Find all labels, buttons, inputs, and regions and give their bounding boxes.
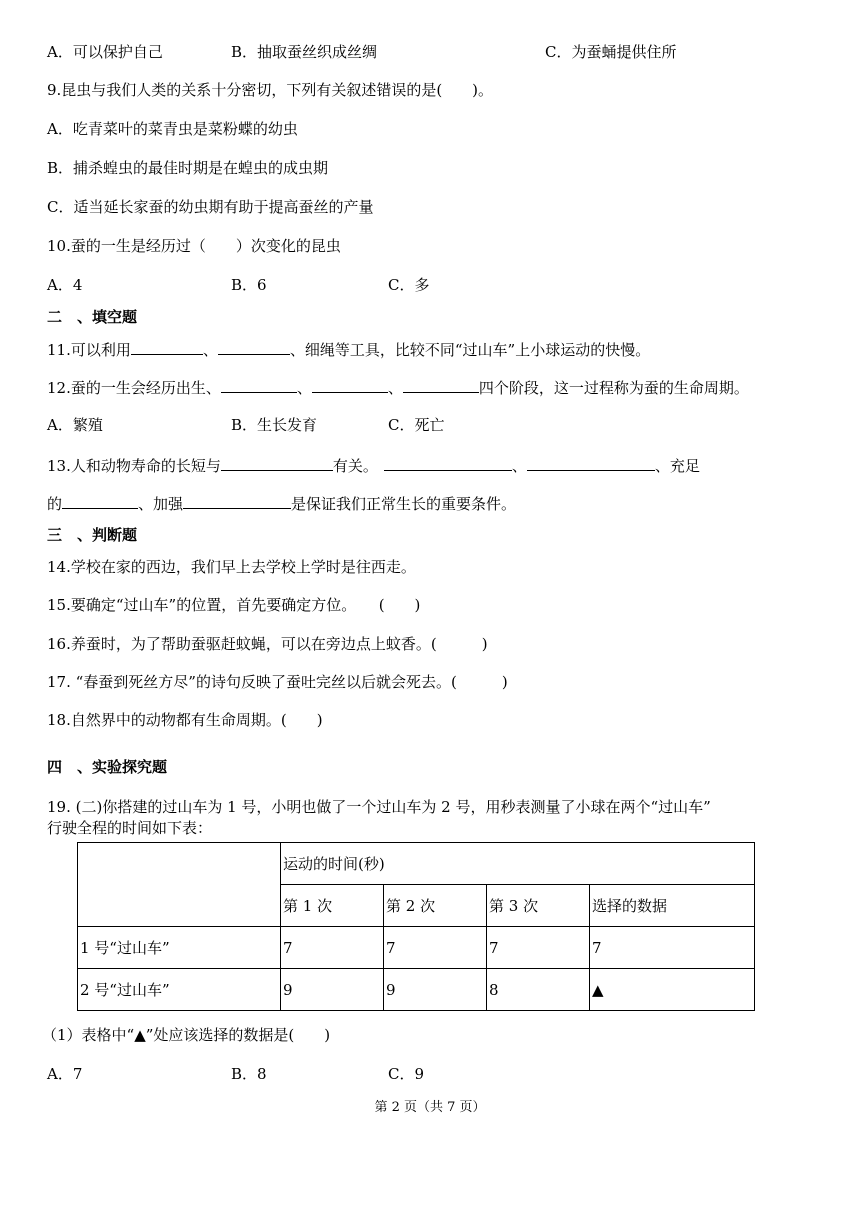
table-cell: 9 bbox=[384, 969, 487, 1011]
q13-text-2: 有关。 bbox=[332, 457, 378, 475]
q19-line-2: 行驶全程的时间如下表： bbox=[47, 819, 213, 837]
table-cell: 8 bbox=[487, 969, 590, 1011]
q13-text-7: 是保证我们正常生长的重要条件。 bbox=[291, 495, 517, 513]
table-cell: 7 bbox=[590, 927, 755, 969]
q12-text-1: 12.蚕的一生会经历出生、 bbox=[47, 379, 221, 397]
q12-blank-2[interactable] bbox=[312, 377, 388, 393]
table-cell: 7 bbox=[281, 927, 384, 969]
q10-option-c: C．多 bbox=[388, 276, 430, 294]
q9-stem: 9.昆虫与我们人类的关系十分密切，下列有关叙述错误的是( )。 bbox=[47, 81, 494, 99]
row-label: 1 号“过山车” bbox=[78, 927, 281, 969]
table-corner-cell bbox=[78, 843, 281, 927]
section-experiment-heading: 四 、实验探究题 bbox=[47, 758, 168, 776]
q10-option-a: A．4 bbox=[47, 276, 83, 294]
q12-option-a: A．繁殖 bbox=[47, 416, 103, 434]
q19-option-c: C．9 bbox=[388, 1065, 425, 1083]
timing-table bbox=[77, 842, 755, 1011]
q13-blank-1[interactable] bbox=[221, 455, 333, 471]
q9-option-b: B．捕杀蝗虫的最佳时期是在蝗虫的成虫期 bbox=[47, 159, 329, 177]
row-label: 2 号“过山车” bbox=[78, 969, 281, 1011]
table-column-header: 选择的数据 bbox=[590, 885, 755, 927]
section-true-false-heading: 三 、判断题 bbox=[47, 526, 138, 544]
q12-option-b: B．生长发育 bbox=[231, 416, 318, 434]
table-row bbox=[78, 969, 755, 1011]
q8-option-b: B．抽取蚕丝织成丝绸 bbox=[231, 43, 378, 61]
q11-text-3: 、细绳等工具，比较不同“过山车”上小球运动的快慢。 bbox=[289, 341, 651, 359]
q8-option-c: C．为蚕蛹提供住所 bbox=[545, 43, 677, 61]
page-footer: 第 2 页（共 7 页） bbox=[374, 1100, 486, 1115]
q13-blank-4[interactable] bbox=[62, 493, 138, 509]
q8-option-a: A．可以保护自己 bbox=[47, 43, 163, 61]
q10-stem: 10.蚕的一生是经历过（ ）次变化的昆虫 bbox=[47, 237, 341, 255]
q19-option-b: B．8 bbox=[231, 1065, 267, 1083]
q13-blank-3[interactable] bbox=[527, 455, 655, 471]
q10-option-b: B．6 bbox=[231, 276, 267, 294]
q17: 17. “春蚕到死丝方尽”的诗句反映了蚕吐完丝以后就会死去。( ) bbox=[47, 673, 508, 691]
q13-text-4: 、充足 bbox=[654, 457, 700, 475]
q13-blank-5[interactable] bbox=[183, 493, 291, 509]
table-cell: 7 bbox=[487, 927, 590, 969]
table-group-header: 运动的时间(秒) bbox=[281, 843, 755, 885]
section-fill-blank-heading: 二 、填空题 bbox=[47, 308, 138, 326]
table-column-header: 第 2 次 bbox=[384, 885, 487, 927]
q12-text-3: 、 bbox=[387, 379, 403, 397]
q11-text-2: 、 bbox=[202, 341, 218, 359]
q11-text-1: 11.可以利用 bbox=[47, 341, 131, 359]
q19-line-1: 19. (二)你搭建的过山车为 1 号，小明也做了一个过山车为 2 号，用秒表测量了小球在两个“过山车” bbox=[47, 798, 711, 816]
q14: 14.学校在家的西边，我们早上去学校上学时是往西走。 bbox=[47, 558, 416, 576]
table-cell: 7 bbox=[384, 927, 487, 969]
q12 bbox=[47, 377, 749, 398]
q16: 16.养蚕时，为了帮助蚕驱赶蚊蝇，可以在旁边点上蚊香。( ) bbox=[47, 635, 488, 653]
q15: 15.要确定“过山车”的位置，首先要确定方位。 ( ) bbox=[47, 596, 421, 614]
table-column-header: 第 1 次 bbox=[281, 885, 384, 927]
q13-text-5: 的 bbox=[47, 495, 63, 513]
q13-text-1: 13.人和动物寿命的长短与 bbox=[47, 457, 221, 475]
q12-blank-3[interactable] bbox=[403, 377, 479, 393]
table-cell: ▲ bbox=[590, 969, 755, 1011]
q13-line-1 bbox=[47, 455, 700, 476]
q13-text-6: 、加强 bbox=[138, 495, 184, 513]
table-cell: 9 bbox=[281, 969, 384, 1011]
q12-blank-1[interactable] bbox=[221, 377, 297, 393]
q19-option-a: A．7 bbox=[47, 1065, 83, 1083]
q19-sub1-stem: （1）表格中“▲”处应该选择的数据是( ) bbox=[42, 1026, 331, 1044]
q12-text-2: 、 bbox=[296, 379, 312, 397]
q9-option-a: A．吃青菜叶的菜青虫是菜粉蝶的幼虫 bbox=[47, 120, 298, 138]
q18: 18.自然界中的动物都有生命周期。( ) bbox=[47, 711, 323, 729]
q13-line-2 bbox=[47, 493, 516, 514]
q11-blank-1[interactable] bbox=[131, 339, 203, 355]
q13-blank-2[interactable] bbox=[384, 455, 512, 471]
table-column-header: 第 3 次 bbox=[487, 885, 590, 927]
q11 bbox=[47, 339, 650, 360]
q12-text-4: 四个阶段，这一过程称为蚕的生命周期。 bbox=[478, 379, 749, 397]
q12-option-c: C．死亡 bbox=[388, 416, 445, 434]
q11-blank-2[interactable] bbox=[218, 339, 290, 355]
q9-option-c: C．适当延长家蚕的幼虫期有助于提高蚕丝的产量 bbox=[47, 198, 374, 216]
table-row bbox=[78, 927, 755, 969]
q13-text-3: 、 bbox=[511, 457, 527, 475]
